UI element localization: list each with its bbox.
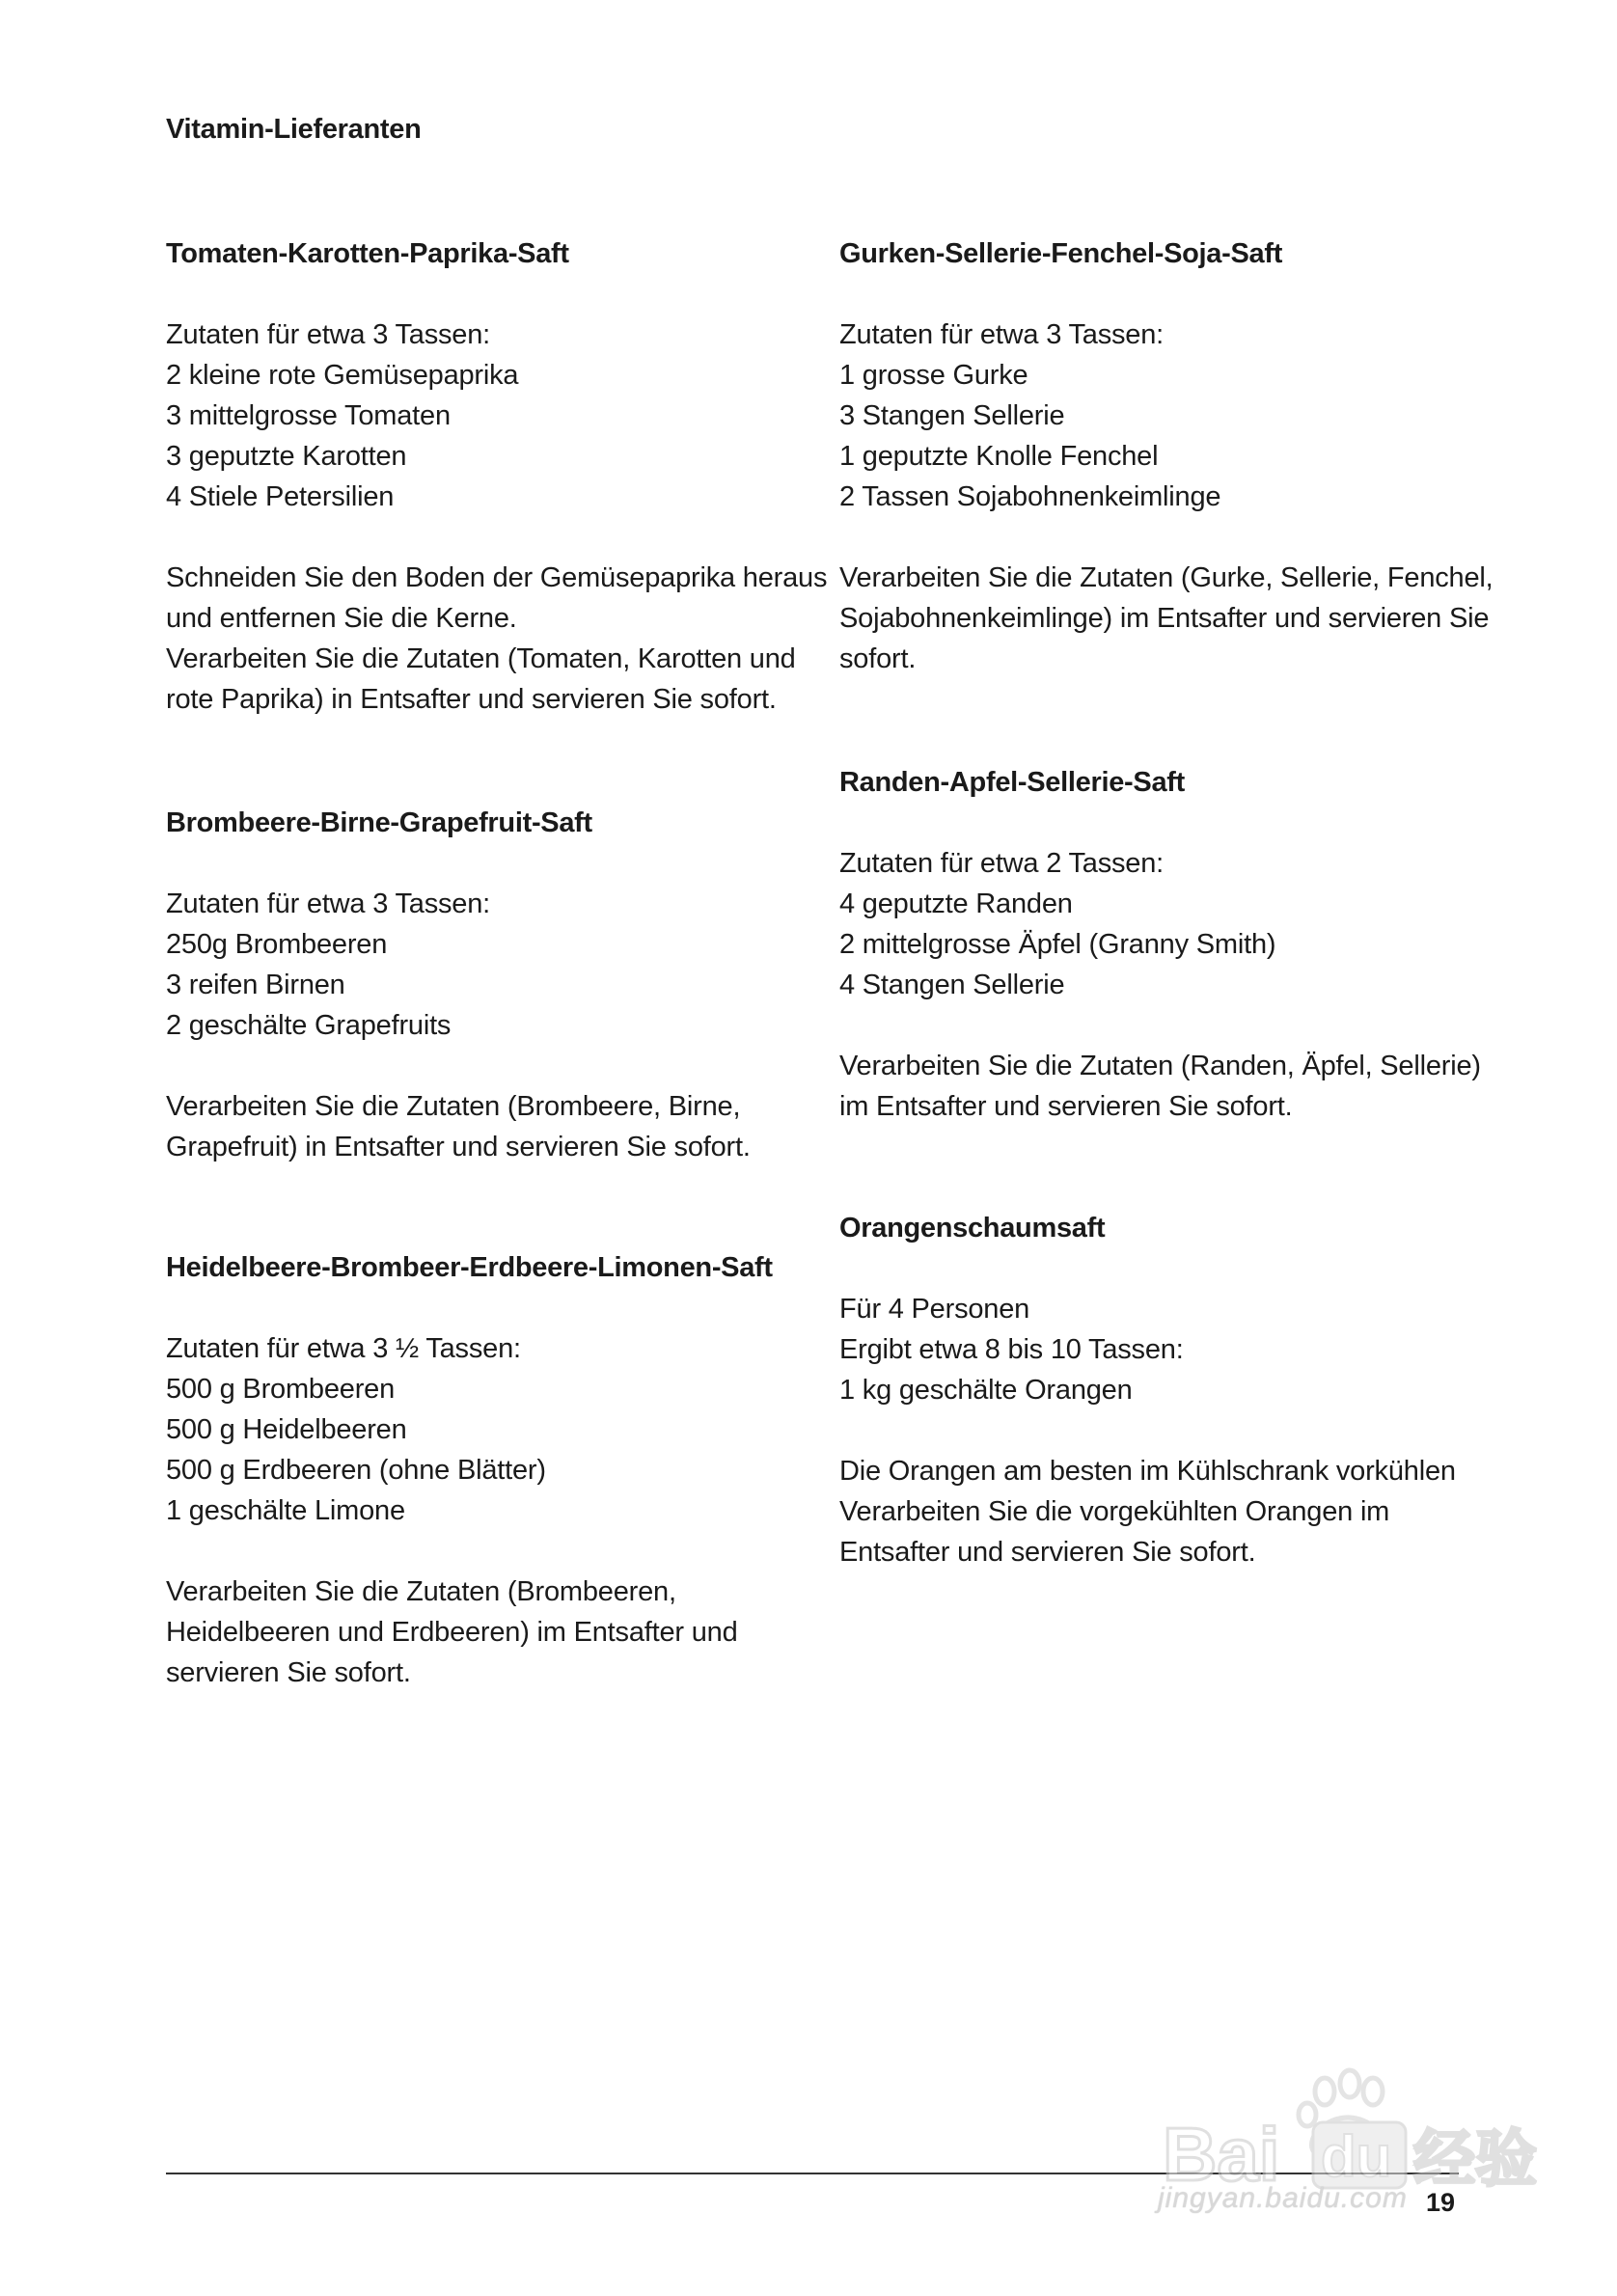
page-number: 19	[1426, 2188, 1456, 2217]
recipe-spacer	[166, 1046, 812, 1086]
recipe-line: 3 reifen Birnen	[166, 970, 345, 1000]
recipe-body	[166, 884, 812, 1167]
recipe-line: 4 Stiele Petersilien	[166, 481, 395, 512]
recipe-line: Verarbeiten Sie die Zutaten (Brombeere, Birne,	[166, 1091, 741, 1122]
recipe-line: Zutaten für etwa 3 Tassen:	[839, 319, 1165, 350]
recipe-line: Zutaten für etwa 3 ½ Tassen:	[166, 1333, 521, 1364]
recipe-title: Brombeere-Birne-Grapefruit-Saft	[166, 807, 592, 838]
recipe-line: rote Paprika) in Entsafter und servieren Sie sofort.	[166, 684, 777, 715]
recipe-line: im Entsafter und servieren Sie sofort.	[839, 1091, 1293, 1122]
recipe-line: 1 geschälte Limone	[166, 1495, 405, 1526]
recipe-line: Zutaten für etwa 3 Tassen:	[166, 888, 491, 919]
recipe-orangenschaumsaft	[839, 1208, 1486, 1572]
recipe-title: Gurken-Sellerie-Fenchel-Soja-Saft	[839, 238, 1283, 269]
recipe-spacer	[166, 1531, 812, 1572]
recipe-body	[166, 314, 828, 720]
recipe-title: Heidelbeere-Brombeer-Erdbeere-Limonen-Saft	[166, 1252, 773, 1283]
recipe-randen-apfel-sellerie	[839, 762, 1486, 1127]
recipe-gurken-sellerie-fenchel-soja	[839, 233, 1494, 679]
recipe-line: Verarbeiten Sie die Zutaten (Brombeeren,	[166, 1576, 676, 1607]
recipe-spacer	[166, 517, 812, 558]
page-heading: Vitamin-Lieferanten	[166, 114, 422, 145]
recipe-line: Grapefruit) in Entsafter und servieren Sie sofort.	[166, 1132, 751, 1162]
recipe-title: Orangenschaumsaft	[839, 1213, 1106, 1244]
recipe-spacer	[839, 1410, 1486, 1451]
recipe-line: 1 grosse Gurke	[839, 360, 1028, 391]
recipe-title: Randen-Apfel-Sellerie-Saft	[839, 767, 1185, 798]
recipe-spacer	[839, 517, 1486, 558]
recipe-line: 2 Tassen Sojabohnenkeimlinge	[839, 481, 1221, 512]
recipe-body	[839, 843, 1486, 1127]
recipe-line: Entsafter und servieren Sie sofort.	[839, 1537, 1256, 1568]
recipe-line: 3 geputzte Karotten	[166, 441, 407, 472]
recipe-body	[839, 1289, 1486, 1572]
recipe-body	[839, 314, 1494, 679]
recipe-line: 1 geputzte Knolle Fenchel	[839, 441, 1159, 472]
recipe-line: 2 geschälte Grapefruits	[166, 1010, 452, 1041]
recipe-line: 2 mittelgrosse Äpfel (Granny Smith)	[839, 929, 1276, 960]
recipe-body	[166, 1328, 812, 1693]
recipe-brombeere-birne-grapefruit	[166, 803, 812, 1167]
recipe-line: Die Orangen am besten im Kühlschrank vorkühlen	[839, 1456, 1456, 1487]
recipe-heidelbeere-brombeer-erdbeere-limonen	[166, 1247, 812, 1693]
recipe-line: 4 geputzte Randen	[839, 888, 1073, 919]
svg-text:Bai: Bai	[1163, 2112, 1280, 2197]
recipe-title: Tomaten-Karotten-Paprika-Saft	[166, 238, 569, 269]
recipe-spacer	[839, 1005, 1486, 1046]
recipe-line: sofort.	[839, 643, 917, 674]
recipe-line: und entfernen Sie die Kerne.	[166, 603, 517, 634]
recipe-line: Verarbeiten Sie die Zutaten (Randen, Äpfel, Sellerie)	[839, 1051, 1481, 1081]
recipe-line: Sojabohnenkeimlinge) im Entsafter und servieren Sie	[839, 603, 1490, 634]
recipe-line: Verarbeiten Sie die vorgekühlten Orangen im	[839, 1496, 1390, 1527]
recipe-line: servieren Sie sofort.	[166, 1657, 411, 1688]
recipe-line: 1 kg geschälte Orangen	[839, 1375, 1133, 1406]
recipe-line: Schneiden Sie den Boden der Gemüsepaprika heraus	[166, 562, 828, 593]
recipe-line: 500 g Brombeeren	[166, 1374, 396, 1405]
recipe-line: Ergibt etwa 8 bis 10 Tassen:	[839, 1334, 1184, 1365]
recipe-line: 500 g Heidelbeeren	[166, 1414, 407, 1445]
recipe-line: 3 Stangen Sellerie	[839, 400, 1065, 431]
svg-text:du: du	[1321, 2124, 1392, 2189]
recipe-line: Für 4 Personen	[839, 1294, 1030, 1325]
recipe-line: Verarbeiten Sie die Zutaten (Gurke, Sellerie, Fenchel,	[839, 562, 1494, 593]
recipe-line: Heidelbeeren und Erdbeeren) im Entsafter und	[166, 1617, 738, 1648]
recipe-line: 2 kleine rote Gemüsepaprika	[166, 360, 519, 391]
watermark-url: jingyan.baidu.com	[1158, 2182, 1408, 2214]
svg-text:经验: 经验	[1413, 2124, 1537, 2196]
recipe-line: 250g Brombeeren	[166, 929, 388, 960]
recipe-tomaten-karotten-paprika	[166, 233, 828, 720]
recipe-line: 4 Stangen Sellerie	[839, 970, 1065, 1000]
recipe-line: Verarbeiten Sie die Zutaten (Tomaten, Karotten und	[166, 643, 796, 674]
recipe-line: Zutaten für etwa 3 Tassen:	[166, 319, 491, 350]
recipe-line: Zutaten für etwa 2 Tassen:	[839, 848, 1165, 879]
recipe-line: 500 g Erdbeeren (ohne Blätter)	[166, 1455, 546, 1486]
recipe-line: 3 mittelgrosse Tomaten	[166, 400, 451, 431]
